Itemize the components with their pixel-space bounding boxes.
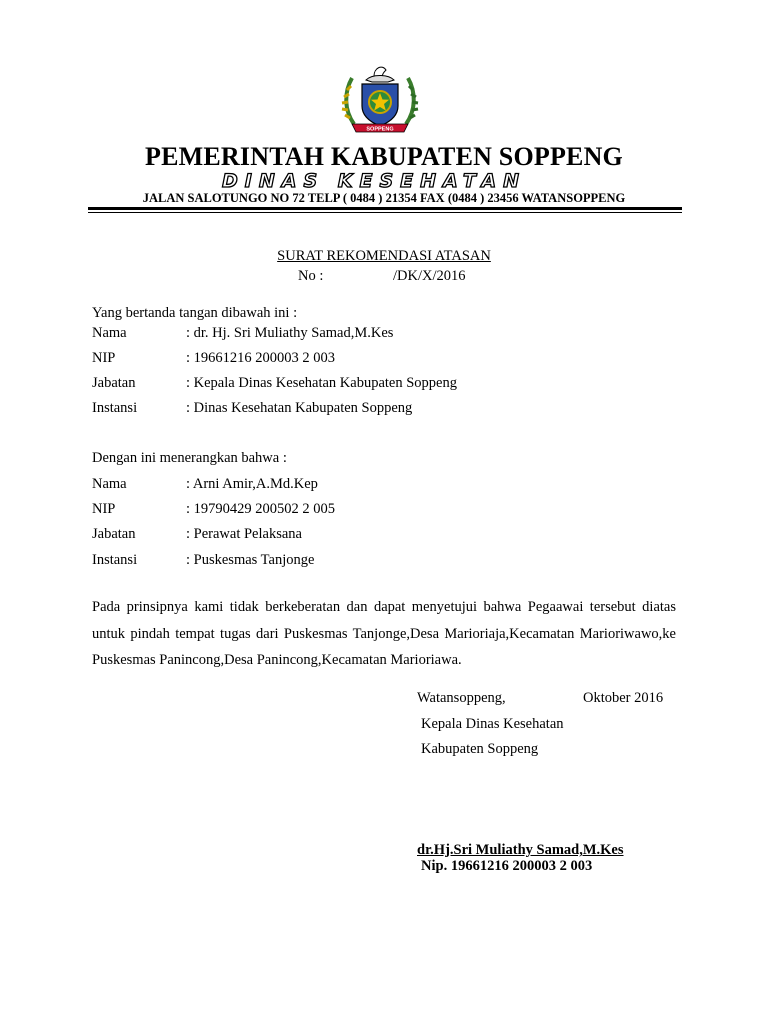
- signer-name-value: : dr. Hj. Sri Muliathy Samad,M.Kes: [186, 325, 394, 341]
- signer-position-line1: Kepala Dinas Kesehatan: [421, 716, 564, 732]
- signature-nip: Nip. 19661216 200003 2 003: [421, 858, 593, 874]
- closing-date: Oktober 2016: [583, 690, 664, 706]
- subject-institution-value: : Puskesmas Tanjonge: [186, 552, 315, 568]
- office-address: JALAN SALOTUNGO NO 72 TELP ( 0484 ) 21354 FAX (0484 ) 23456 WATANSOPPENG: [142, 191, 626, 205]
- signer-nip-label: NIP: [92, 350, 116, 366]
- signer-position-value: : Kepala Dinas Kesehatan Kabupaten Soppeng: [186, 375, 457, 391]
- subject-nip-label: NIP: [92, 501, 116, 517]
- subject-position-label: Jabatan: [92, 526, 136, 542]
- government-name: PEMERINTAH KABUPATEN SOPPENG: [145, 142, 623, 171]
- soppeng-emblem-logo: [338, 62, 422, 138]
- letterhead-rule-thick: [88, 207, 682, 210]
- signer-institution-label: Instansi: [92, 400, 138, 416]
- signer-intro: Yang bertanda tangan dibawah ini :: [92, 305, 298, 321]
- letter-number-value: /DK/X/2016: [393, 268, 466, 284]
- subject-position-value: : Perawat Pelaksana: [186, 526, 302, 542]
- emblem-ribbon-text: SOPPENG: [366, 126, 394, 133]
- signer-position-line2: Kabupaten Soppeng: [421, 741, 539, 757]
- closing-place: Watansoppeng,: [417, 690, 506, 706]
- body-paragraph: Pada prinsipnya kami tidak berkeberatan dan dapat menyetujui bahwa Pegaawai tersebut diatas untuk pindah tempat tugas dari Puskesmas Tanjonge,Desa Marioriaja,Kecamatan Marioriwawo,ke Puskesmas Panincong,Desa Panincong,Kecamatan Marioriawa.: [92, 599, 676, 668]
- signature-name: dr.Hj.Sri Muliathy Samad,M.Kes: [417, 842, 624, 858]
- subject-name-label: Nama: [92, 476, 127, 492]
- letter-number-label: No :: [298, 268, 324, 284]
- signer-nip-value: : 19661216 200003 2 003: [186, 350, 336, 366]
- signer-name-label: Nama: [92, 325, 127, 341]
- subject-institution-label: Instansi: [92, 552, 138, 568]
- signer-position-label: Jabatan: [92, 375, 136, 391]
- letterhead-rule-thin: [88, 212, 682, 213]
- letter-title: SURAT REKOMENDASI ATASAN: [277, 248, 491, 264]
- signer-institution-value: : Dinas Kesehatan Kabupaten Soppeng: [186, 400, 413, 416]
- department-name: DINAS KESEHATAN: [222, 170, 526, 192]
- subject-nip-value: : 19790429 200502 2 005: [186, 501, 336, 517]
- subject-intro: Dengan ini menerangkan bahwa :: [92, 450, 287, 466]
- subject-name-value: : Arni Amir,A.Md.Kep: [186, 476, 318, 492]
